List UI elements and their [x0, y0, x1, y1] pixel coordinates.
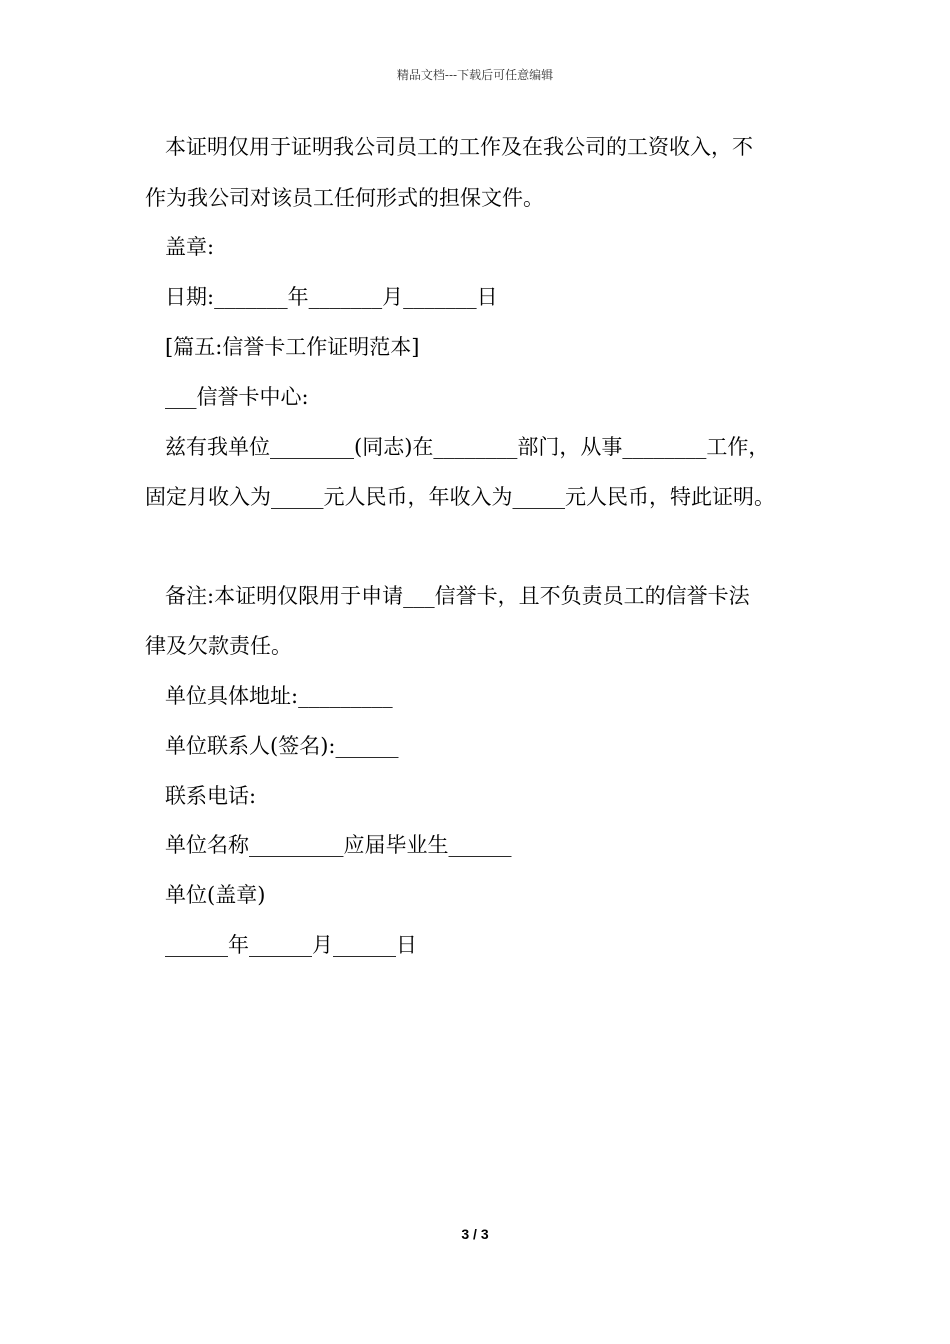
contact-person-field: 单位联系人(签名):______: [165, 734, 399, 758]
paragraph-line: 作为我公司对该员工任何形式的担保文件。: [145, 186, 544, 210]
page-number: 3 / 3: [461, 1226, 489, 1242]
company-seal-label: 单位(盖章): [165, 883, 266, 907]
address-field: 单位具体地址:_________: [165, 684, 393, 708]
date-line: ______年______月______日: [165, 933, 417, 957]
date-line: 日期:_______年_______月_______日: [165, 285, 498, 309]
addressee-line: ___信誉卡中心:: [165, 385, 309, 409]
note-line: 备注:本证明仅限用于申请___信誉卡，且不负责员工的信誉卡法: [165, 584, 750, 608]
page-header: 精品文档---下载后可任意编辑: [396, 68, 554, 82]
note-line: 律及欠款责任。: [145, 634, 292, 658]
section-title: [篇五:信誉卡工作证明范本]: [165, 335, 420, 359]
paragraph-line: 固定月收入为_____元人民币，年收入为_____元人民币，特此证明。: [145, 485, 775, 509]
paragraph-line: 本证明仅用于证明我公司员工的工作及在我公司的工资收入，不: [165, 135, 753, 159]
seal-label: 盖章:: [165, 235, 215, 259]
company-name-field: 单位名称_________应届毕业生______: [165, 833, 512, 857]
phone-field: 联系电话:: [165, 784, 257, 808]
paragraph-line: 兹有我单位________(同志)在________部门，从事________工作，: [165, 435, 770, 459]
